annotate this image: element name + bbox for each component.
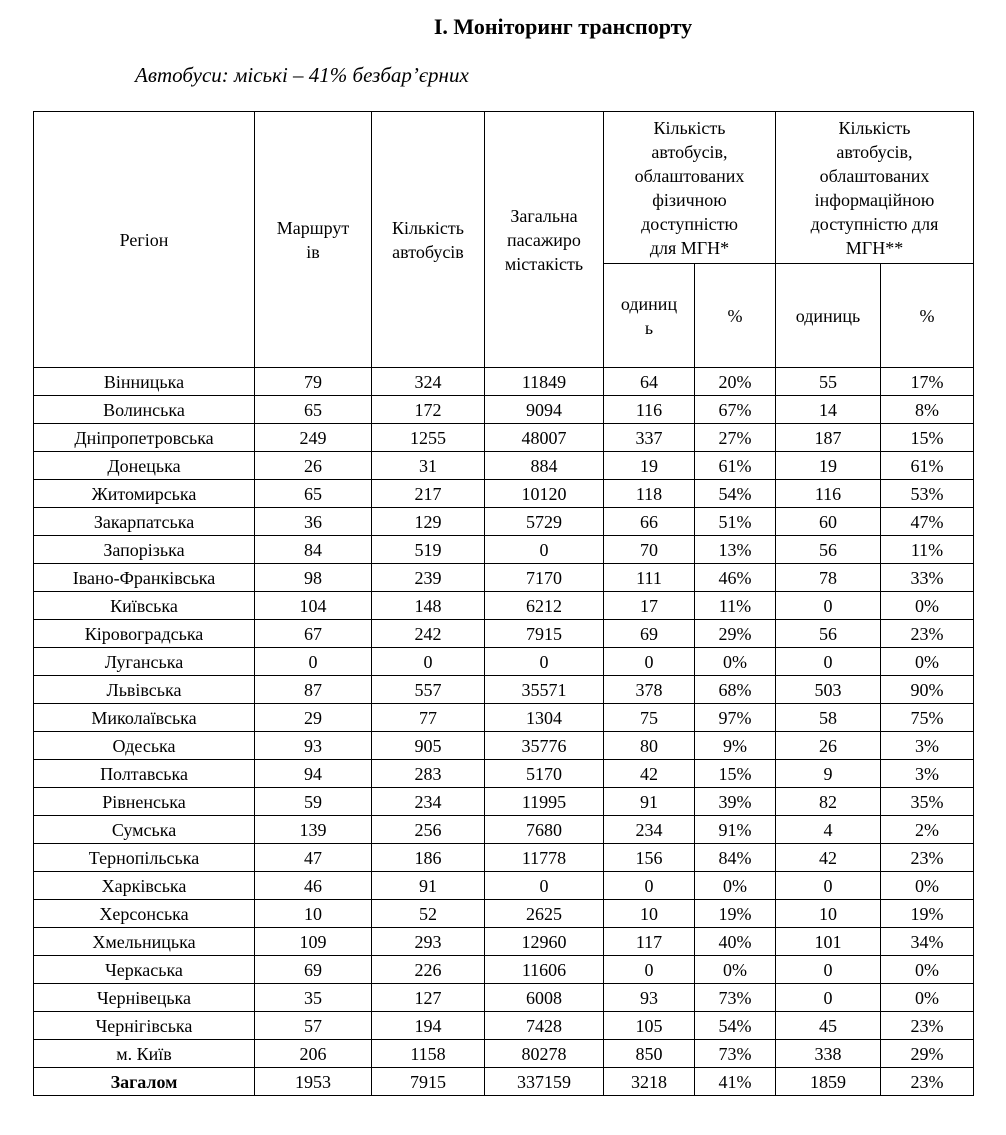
cell-region: Донецька	[34, 452, 255, 480]
cell-physical-units: 66	[604, 508, 695, 536]
cell-physical-units: 850	[604, 1040, 695, 1068]
cell-routes: 93	[255, 732, 372, 760]
table-row	[34, 760, 974, 788]
header-buses-line1: Кількість	[391, 217, 464, 238]
cell-physical-percent: 29%	[695, 620, 776, 648]
cell-physical-percent: 91%	[695, 816, 776, 844]
cell-information-percent: 0%	[881, 872, 974, 900]
cell-physical-percent: 67%	[695, 396, 776, 424]
cell-physical-units: 93	[604, 984, 695, 1012]
table-row	[34, 508, 974, 536]
cell-region: Одеська	[34, 732, 255, 760]
cell-region: Київська	[34, 592, 255, 620]
cell-region: Сумська	[34, 816, 255, 844]
cell-physical-units: 111	[604, 564, 695, 592]
cell-region: Кіровоградська	[34, 620, 255, 648]
cell-physical-percent: 19%	[695, 900, 776, 928]
cell-information-units: 45	[776, 1012, 881, 1040]
cell-information-percent: 0%	[881, 592, 974, 620]
cell-information-percent: 0%	[881, 956, 974, 984]
cell-capacity: 11778	[485, 844, 604, 872]
header-physical-percent: %	[695, 264, 776, 368]
cell-routes: 87	[255, 676, 372, 704]
cell-information-percent: 35%	[881, 788, 974, 816]
cell-region: м. Київ	[34, 1040, 255, 1068]
cell-information-percent: 15%	[881, 424, 974, 452]
cell-region: Львівська	[34, 676, 255, 704]
cell-region: Житомирська	[34, 480, 255, 508]
cell-routes: 59	[255, 788, 372, 816]
cell-capacity: 35571	[485, 676, 604, 704]
cell-physical-units: 105	[604, 1012, 695, 1040]
cell-physical-percent: 11%	[695, 592, 776, 620]
cell-routes: 104	[255, 592, 372, 620]
cell-physical-units: 80	[604, 732, 695, 760]
cell-capacity: 1304	[485, 704, 604, 732]
cell-capacity: 7170	[485, 564, 604, 592]
cell-physical-percent: 0%	[695, 956, 776, 984]
cell-physical-percent: 51%	[695, 508, 776, 536]
table-row	[34, 564, 974, 592]
cell-routes: 29	[255, 704, 372, 732]
cell-physical-percent: 27%	[695, 424, 776, 452]
cell-information-units: 55	[776, 368, 881, 396]
cell-routes: 65	[255, 480, 372, 508]
cell-information-units: 0	[776, 872, 881, 900]
cell-capacity: 5170	[485, 760, 604, 788]
total-routes: 1953	[255, 1068, 372, 1096]
cell-information-percent: 34%	[881, 928, 974, 956]
cell-information-units: 10	[776, 900, 881, 928]
cell-information-units: 503	[776, 676, 881, 704]
cell-buses: 234	[372, 788, 485, 816]
cell-information-percent: 2%	[881, 816, 974, 844]
cell-buses: 172	[372, 396, 485, 424]
cell-region: Закарпатська	[34, 508, 255, 536]
table-row	[34, 368, 974, 396]
cell-routes: 84	[255, 536, 372, 564]
cell-region: Херсонська	[34, 900, 255, 928]
header-physical-units: одиниц ь	[604, 264, 695, 368]
cell-capacity: 11606	[485, 956, 604, 984]
header-information-units: одиниць	[776, 264, 881, 368]
cell-routes: 35	[255, 984, 372, 1012]
cell-physical-units: 234	[604, 816, 695, 844]
cell-region: Івано-Франківська	[34, 564, 255, 592]
cell-information-percent: 90%	[881, 676, 974, 704]
header-capacity-line2: пасажиро	[507, 229, 581, 250]
cell-region: Хмельницька	[34, 928, 255, 956]
table-row	[34, 816, 974, 844]
table-row	[34, 928, 974, 956]
cell-information-percent: 47%	[881, 508, 974, 536]
cell-information-units: 19	[776, 452, 881, 480]
cell-information-units: 58	[776, 704, 881, 732]
cell-physical-units: 69	[604, 620, 695, 648]
cell-buses: 239	[372, 564, 485, 592]
cell-routes: 109	[255, 928, 372, 956]
cell-information-units: 116	[776, 480, 881, 508]
cell-capacity: 2625	[485, 900, 604, 928]
table-row	[34, 452, 974, 480]
cell-information-units: 101	[776, 928, 881, 956]
cell-physical-units: 75	[604, 704, 695, 732]
cell-information-percent: 8%	[881, 396, 974, 424]
table-row	[34, 1012, 974, 1040]
cell-information-percent: 53%	[881, 480, 974, 508]
cell-physical-percent: 9%	[695, 732, 776, 760]
transport-monitoring-table	[33, 111, 974, 1096]
cell-routes: 57	[255, 1012, 372, 1040]
cell-physical-units: 42	[604, 760, 695, 788]
cell-physical-units: 64	[604, 368, 695, 396]
cell-physical-units: 91	[604, 788, 695, 816]
table-row	[34, 620, 974, 648]
cell-routes: 47	[255, 844, 372, 872]
table-row	[34, 788, 974, 816]
cell-capacity: 11995	[485, 788, 604, 816]
table-row	[34, 480, 974, 508]
table-row	[34, 984, 974, 1012]
cell-region: Тернопільська	[34, 844, 255, 872]
table-total-row	[34, 1068, 974, 1096]
table-row	[34, 844, 974, 872]
cell-physical-percent: 73%	[695, 1040, 776, 1068]
header-capacity	[485, 112, 604, 368]
cell-information-units: 4	[776, 816, 881, 844]
cell-physical-percent: 97%	[695, 704, 776, 732]
header-capacity-line1: Загальна	[510, 205, 578, 226]
header-routes-line2: ів	[306, 241, 320, 262]
cell-routes: 249	[255, 424, 372, 452]
cell-capacity: 0	[485, 536, 604, 564]
header-region: Регіон	[34, 112, 255, 368]
cell-physical-units: 0	[604, 872, 695, 900]
cell-buses: 242	[372, 620, 485, 648]
total-buses: 7915	[372, 1068, 485, 1096]
cell-information-units: 78	[776, 564, 881, 592]
cell-capacity: 12960	[485, 928, 604, 956]
cell-physical-percent: 20%	[695, 368, 776, 396]
table-row	[34, 872, 974, 900]
cell-physical-percent: 13%	[695, 536, 776, 564]
cell-region: Волинська	[34, 396, 255, 424]
cell-information-percent: 0%	[881, 648, 974, 676]
cell-information-units: 0	[776, 648, 881, 676]
header-routes-line1: Маршрут	[276, 217, 350, 238]
cell-buses: 148	[372, 592, 485, 620]
table-row	[34, 900, 974, 928]
cell-buses: 226	[372, 956, 485, 984]
cell-capacity: 6008	[485, 984, 604, 1012]
cell-buses: 0	[372, 648, 485, 676]
cell-physical-units: 17	[604, 592, 695, 620]
total-information-units: 1859	[776, 1068, 881, 1096]
cell-routes: 79	[255, 368, 372, 396]
cell-capacity: 7428	[485, 1012, 604, 1040]
cell-capacity: 6212	[485, 592, 604, 620]
cell-routes: 67	[255, 620, 372, 648]
cell-information-units: 0	[776, 592, 881, 620]
cell-buses: 186	[372, 844, 485, 872]
cell-capacity: 35776	[485, 732, 604, 760]
cell-buses: 77	[372, 704, 485, 732]
cell-physical-units: 0	[604, 956, 695, 984]
cell-buses: 293	[372, 928, 485, 956]
cell-buses: 91	[372, 872, 485, 900]
header-routes	[255, 112, 372, 368]
cell-region: Запорізька	[34, 536, 255, 564]
cell-information-percent: 23%	[881, 620, 974, 648]
cell-capacity: 9094	[485, 396, 604, 424]
cell-information-units: 56	[776, 536, 881, 564]
table-row	[34, 1040, 974, 1068]
cell-routes: 36	[255, 508, 372, 536]
header-information-accessibility-group: Кількість автобусів, облаштованих інформаційною доступністю для МГН**	[776, 112, 974, 264]
header-buses-line2: автобусів	[392, 241, 464, 262]
cell-information-units: 0	[776, 984, 881, 1012]
header-buses	[372, 112, 485, 368]
cell-region: Чернігівська	[34, 1012, 255, 1040]
cell-routes: 94	[255, 760, 372, 788]
cell-buses: 217	[372, 480, 485, 508]
total-label: Загалом	[34, 1068, 255, 1096]
cell-capacity: 0	[485, 872, 604, 900]
cell-buses: 1255	[372, 424, 485, 452]
cell-routes: 206	[255, 1040, 372, 1068]
cell-information-percent: 19%	[881, 900, 974, 928]
cell-physical-percent: 40%	[695, 928, 776, 956]
cell-information-units: 56	[776, 620, 881, 648]
cell-capacity: 7680	[485, 816, 604, 844]
cell-capacity: 11849	[485, 368, 604, 396]
total-physical-percent: 41%	[695, 1068, 776, 1096]
cell-routes: 65	[255, 396, 372, 424]
cell-buses: 905	[372, 732, 485, 760]
cell-buses: 129	[372, 508, 485, 536]
cell-buses: 256	[372, 816, 485, 844]
cell-physical-percent: 73%	[695, 984, 776, 1012]
cell-buses: 519	[372, 536, 485, 564]
cell-buses: 127	[372, 984, 485, 1012]
cell-information-percent: 33%	[881, 564, 974, 592]
cell-capacity: 10120	[485, 480, 604, 508]
cell-information-units: 187	[776, 424, 881, 452]
total-capacity: 337159	[485, 1068, 604, 1096]
cell-information-percent: 23%	[881, 1012, 974, 1040]
cell-region: Вінницька	[34, 368, 255, 396]
page-title: І. Моніторинг транспорту	[433, 14, 693, 39]
cell-routes: 26	[255, 452, 372, 480]
total-information-percent: 23%	[881, 1068, 974, 1096]
table-row	[34, 592, 974, 620]
cell-physical-percent: 54%	[695, 1012, 776, 1040]
cell-buses: 194	[372, 1012, 485, 1040]
cell-information-units: 82	[776, 788, 881, 816]
total-physical-units: 3218	[604, 1068, 695, 1096]
cell-region: Дніпропетровська	[34, 424, 255, 452]
cell-physical-percent: 68%	[695, 676, 776, 704]
cell-physical-percent: 46%	[695, 564, 776, 592]
table-row	[34, 648, 974, 676]
cell-information-percent: 75%	[881, 704, 974, 732]
cell-information-percent: 3%	[881, 732, 974, 760]
table-row	[34, 424, 974, 452]
cell-physical-units: 19	[604, 452, 695, 480]
cell-physical-units: 116	[604, 396, 695, 424]
cell-capacity: 0	[485, 648, 604, 676]
cell-information-units: 42	[776, 844, 881, 872]
table-row	[34, 956, 974, 984]
cell-information-units: 338	[776, 1040, 881, 1068]
cell-information-units: 60	[776, 508, 881, 536]
cell-capacity: 48007	[485, 424, 604, 452]
cell-physical-units: 0	[604, 648, 695, 676]
cell-routes: 46	[255, 872, 372, 900]
cell-physical-units: 118	[604, 480, 695, 508]
cell-buses: 31	[372, 452, 485, 480]
cell-physical-percent: 54%	[695, 480, 776, 508]
cell-information-units: 26	[776, 732, 881, 760]
table-row	[34, 536, 974, 564]
cell-region: Рівненська	[34, 788, 255, 816]
cell-buses: 283	[372, 760, 485, 788]
cell-region: Чернівецька	[34, 984, 255, 1012]
cell-capacity: 7915	[485, 620, 604, 648]
cell-region: Луганська	[34, 648, 255, 676]
header-capacity-line3: містакість	[504, 253, 584, 274]
cell-information-percent: 61%	[881, 452, 974, 480]
cell-information-percent: 23%	[881, 844, 974, 872]
table-row	[34, 396, 974, 424]
table-row	[34, 732, 974, 760]
cell-buses: 557	[372, 676, 485, 704]
table-row	[34, 704, 974, 732]
cell-physical-units: 10	[604, 900, 695, 928]
cell-information-percent: 29%	[881, 1040, 974, 1068]
cell-routes: 0	[255, 648, 372, 676]
cell-physical-units: 378	[604, 676, 695, 704]
cell-physical-units: 117	[604, 928, 695, 956]
header-information-percent: %	[881, 264, 974, 368]
cell-information-units: 0	[776, 956, 881, 984]
cell-information-units: 9	[776, 760, 881, 788]
cell-information-percent: 17%	[881, 368, 974, 396]
header-physical-accessibility-group: Кількість автобусів, облаштованих фізичною доступністю для МГН*	[604, 112, 776, 264]
cell-physical-percent: 61%	[695, 452, 776, 480]
cell-physical-units: 337	[604, 424, 695, 452]
cell-physical-units: 156	[604, 844, 695, 872]
cell-region: Миколаївська	[34, 704, 255, 732]
cell-physical-units: 70	[604, 536, 695, 564]
cell-information-percent: 0%	[881, 984, 974, 1012]
cell-information-units: 14	[776, 396, 881, 424]
cell-region: Черкаська	[34, 956, 255, 984]
cell-capacity: 80278	[485, 1040, 604, 1068]
cell-information-percent: 11%	[881, 536, 974, 564]
page-subtitle: Автобуси: міські – 41% безбар’єрних	[135, 63, 469, 87]
cell-routes: 69	[255, 956, 372, 984]
cell-capacity: 5729	[485, 508, 604, 536]
cell-information-percent: 3%	[881, 760, 974, 788]
cell-buses: 1158	[372, 1040, 485, 1068]
cell-physical-percent: 84%	[695, 844, 776, 872]
cell-buses: 52	[372, 900, 485, 928]
cell-physical-percent: 15%	[695, 760, 776, 788]
cell-routes: 98	[255, 564, 372, 592]
cell-physical-percent: 39%	[695, 788, 776, 816]
cell-routes: 10	[255, 900, 372, 928]
cell-capacity: 884	[485, 452, 604, 480]
table-row	[34, 676, 974, 704]
cell-region: Харківська	[34, 872, 255, 900]
cell-physical-percent: 0%	[695, 872, 776, 900]
cell-region: Полтавська	[34, 760, 255, 788]
cell-routes: 139	[255, 816, 372, 844]
cell-buses: 324	[372, 368, 485, 396]
cell-physical-percent: 0%	[695, 648, 776, 676]
